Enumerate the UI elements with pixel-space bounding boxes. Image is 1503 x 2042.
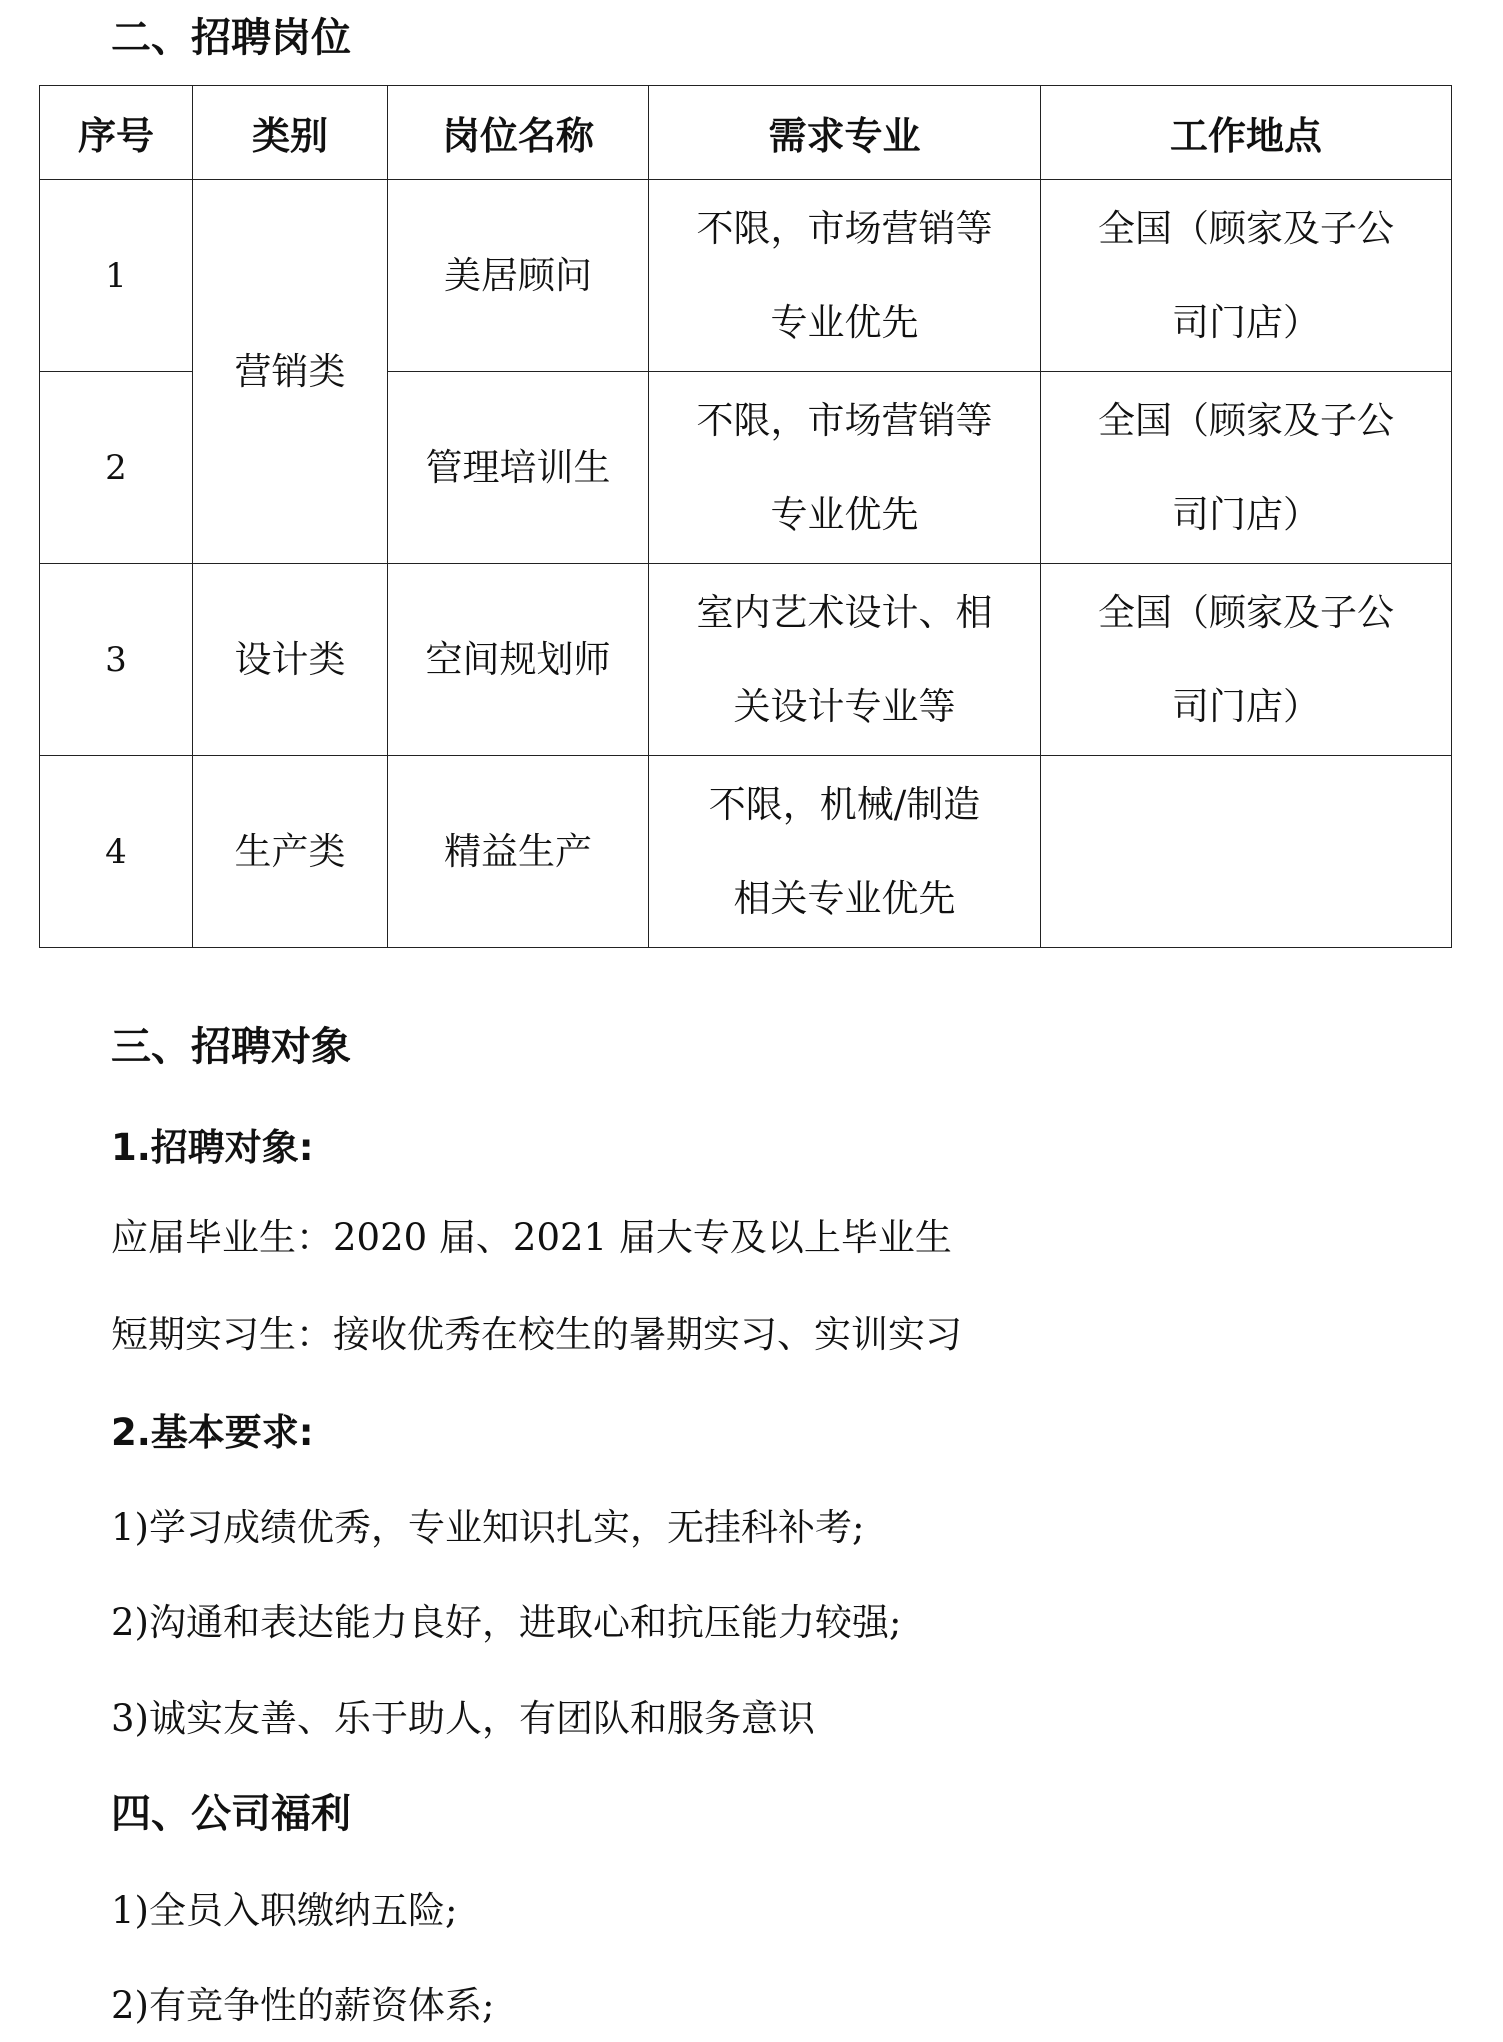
cell-major — [649, 180, 1041, 372]
cell-category: 设计类 — [193, 564, 388, 756]
cell-major-line: 不限，机械/制造 — [708, 782, 981, 826]
requirement-item: 3)诚实友善、乐于助人，有团队和服务意识 — [111, 1697, 815, 1740]
cell-title: 精益生产 — [388, 756, 649, 948]
cell-major-line: 不限，市场营销等 — [696, 206, 993, 250]
requirement-item: 2)沟通和表达能力良好，进取心和抗压能力较强; — [111, 1601, 902, 1644]
cell-title: 美居顾问 — [388, 180, 649, 372]
cell-category: 营销类 — [193, 180, 388, 564]
section-heading-benefits: 四、公司福利 — [111, 1791, 351, 1837]
paragraph-graduates: 应届毕业生：2020 届、2021 届大专及以上毕业生 — [111, 1216, 952, 1259]
cell-location-empty — [1041, 756, 1452, 948]
requirement-item: 1)学习成绩优秀，专业知识扎实，无挂科补考; — [111, 1506, 865, 1549]
table-header-row — [40, 86, 1452, 180]
cell-title: 空间规划师 — [388, 564, 649, 756]
cell-major-line: 专业优先 — [770, 300, 919, 344]
cell-major-line: 专业优先 — [770, 492, 919, 536]
col-header-major: 需求专业 — [649, 86, 1041, 180]
cell-location-line: 司门店） — [1172, 300, 1320, 344]
cell-no: 2 — [40, 372, 193, 564]
col-header-category: 类别 — [193, 86, 388, 180]
benefit-item: 1)全员入职缴纳五险; — [111, 1889, 458, 1932]
benefit-item: 2)有竞争性的薪资体系; — [111, 1984, 495, 2027]
cell-major-line: 相关专业优先 — [733, 876, 956, 920]
paragraph-interns: 短期实习生：接收优秀在校生的暑期实习、实训实习 — [111, 1313, 962, 1356]
col-header-location: 工作地点 — [1041, 86, 1452, 180]
subheading-targets: 1.招聘对象: — [111, 1126, 314, 1169]
subheading-requirements: 2.基本要求: — [111, 1411, 314, 1454]
section-heading-positions: 二、招聘岗位 — [111, 15, 351, 61]
cell-major-line: 室内艺术设计、相 — [696, 590, 993, 634]
cell-location-line: 全国（顾家及子公 — [1098, 398, 1394, 442]
cell-major-line: 关设计专业等 — [733, 684, 956, 728]
col-header-title: 岗位名称 — [388, 86, 649, 180]
cell-location-line: 全国（顾家及子公 — [1098, 590, 1394, 634]
cell-major — [649, 756, 1041, 948]
cell-location — [1041, 372, 1452, 564]
cell-major — [649, 564, 1041, 756]
cell-no: 1 — [40, 180, 193, 372]
cell-major-line: 不限，市场营销等 — [696, 398, 993, 442]
cell-no: 3 — [40, 564, 193, 756]
cell-location-line: 司门店） — [1172, 684, 1320, 728]
cell-location — [1041, 564, 1452, 756]
cell-major — [649, 372, 1041, 564]
table-row — [40, 756, 1452, 948]
cell-location-line: 司门店） — [1172, 492, 1320, 536]
col-header-no: 序号 — [40, 86, 193, 180]
section-heading-targets: 三、招聘对象 — [111, 1024, 351, 1070]
cell-location — [1041, 180, 1452, 372]
cell-category: 生产类 — [193, 756, 388, 948]
cell-location-line: 全国（顾家及子公 — [1098, 206, 1394, 250]
cell-title: 管理培训生 — [388, 372, 649, 564]
cell-no: 4 — [40, 756, 193, 948]
positions-table — [39, 85, 1452, 948]
table-row — [40, 564, 1452, 756]
table-row — [40, 180, 1452, 372]
